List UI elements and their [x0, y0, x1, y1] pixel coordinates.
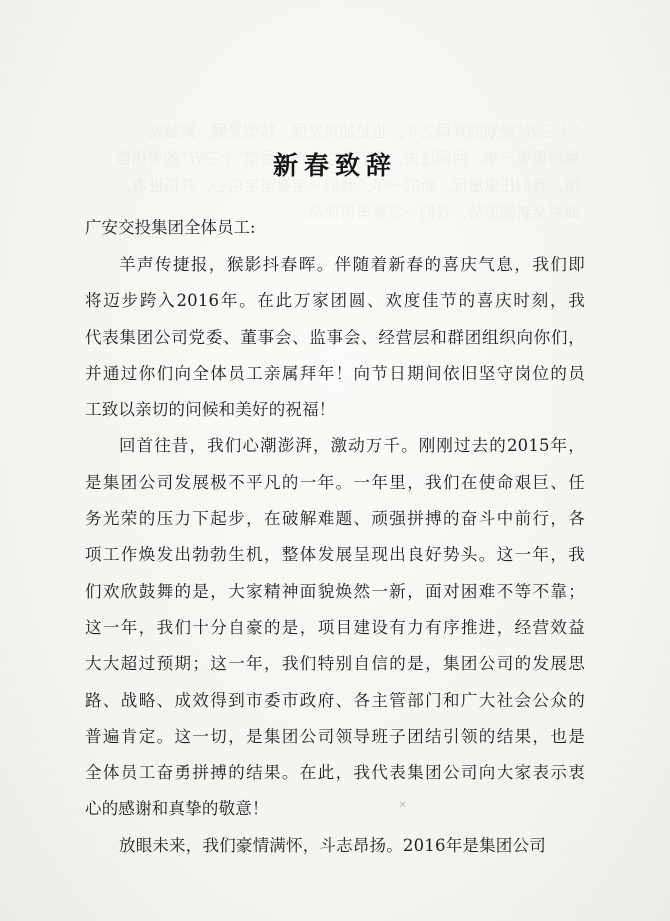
- paragraph-2-line-8: 路、战略、成效得到市委市政府、各主管部门和广大社会公众的: [85, 690, 585, 710]
- paper-mark: ×: [398, 798, 408, 811]
- paragraph-2-line-5: 们欢欣鼓舞的是，大家精神面貌焕然一新，面对困难不等不靠；: [85, 581, 585, 601]
- paragraph-2-line-10: 全体员工奋勇拼搏的结果。在此，我代表集团公司向大家表示衷: [85, 763, 585, 783]
- paragraph-1-line-3: 代表集团公司党委、董事会、监事会、经营层和群团组织向你们，: [85, 327, 585, 347]
- paragraph-2-line-3: 务光荣的压力下起步，在破解难题、顽强拼搏的奋斗中前行，各: [85, 509, 585, 529]
- paragraph-2-line-4: 项工作焕发出勃勃生机，整体发展呈现出良好势头。这一年，我: [85, 545, 585, 565]
- paragraph-2-line-9: 普遍肯定。这一切，是集团公司领导班子团结引领的结果，也是: [85, 726, 585, 746]
- document-title: 新春致辞: [272, 151, 397, 180]
- paragraph-1-line-5: 工致以亲切的问候和美好的祝福！: [85, 400, 336, 420]
- paragraph-2-line-6: 这一年，我们十分自豪的是，项目建设有力有序推进，经营效益: [85, 617, 585, 637]
- paragraph-1-line-1: 羊声传捷报，猴影抖春晖。伴随着新春的喜庆气息，我们即: [119, 255, 585, 274]
- paragraph-2-line-11: 心的感谢和真挚的敬意！: [85, 799, 269, 819]
- paragraph-2-line-7: 大大超过预期；这一年，我们特别自信的是，集团公司的发展思: [85, 654, 585, 674]
- salutation: 广安交投集团全体员工:: [85, 218, 256, 237]
- paragraph-1-line-4: 并通过你们向全体员工亲属拜年！向节日期间依旧坚守岗位的员: [85, 363, 585, 383]
- paragraph-1-line-2: 将迈步跨入2016年。在此万家团圆、欢度佳节的喜庆时刻，我: [85, 291, 585, 311]
- document-body: [85, 247, 585, 864]
- paragraph-3-line-1: 放眼未来，我们豪情满怀，斗志昂扬。2016年是集团公司: [119, 835, 546, 855]
- paragraph-2-line-2: 是集团公司发展极不平凡的一年。一年里，我们在使命艰巨、任: [85, 472, 585, 492]
- paragraph-2-line-1: 回首往昔，我们心潮澎湃，激动万千。刚刚过去的2015年，: [119, 436, 585, 456]
